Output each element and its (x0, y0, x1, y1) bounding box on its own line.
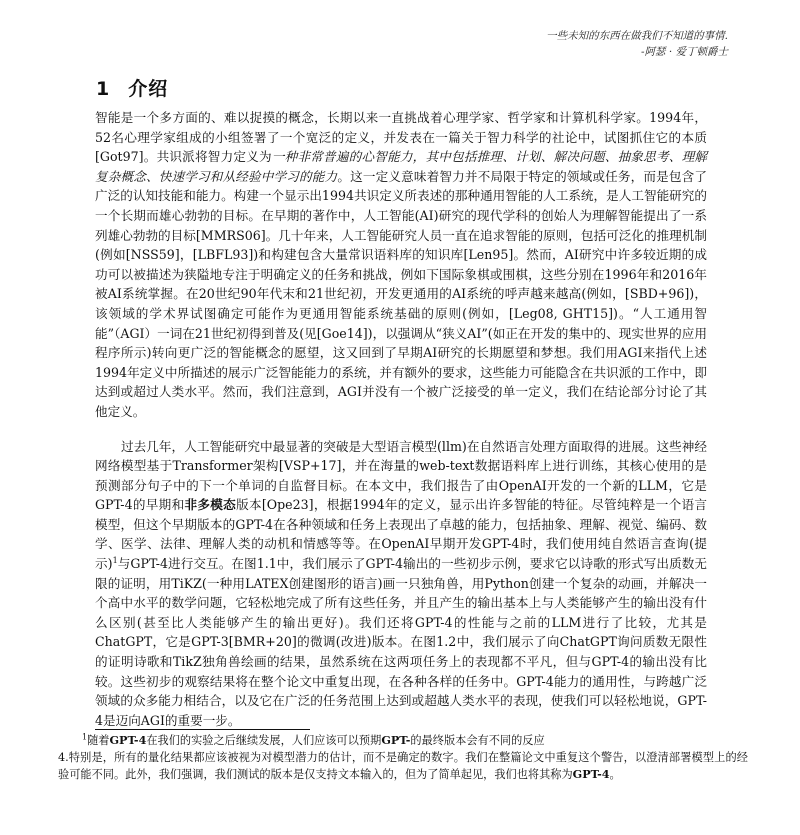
footnote-marker: 1 (82, 732, 88, 742)
intelligence-definition-emphasis: 一种非常普遍的心智能力，其中包括推理、计划、解决问题、抽象思考、理解复杂概念、快速学习和从经验中学习的能力 (95, 149, 708, 184)
footnote-divider (95, 729, 310, 730)
footnote-text: 。 (609, 768, 621, 781)
footnote-line-1 (58, 732, 748, 749)
non-multimodal-bold: 非多模态 (184, 497, 237, 513)
paragraph-1-text: 智能是一个多方面的、难以捉摸的概念，长期以来一直挑战着心理学家、哲学家和计算机科学家。1994年，52名心理学家组成的小组签署了一个宽泛的定义，并发表在一篇关于智力科学的社论中，试图抓住它的本质[Got97]。共识派将智力定义为 (95, 110, 707, 165)
section-title: 介绍 (128, 78, 169, 100)
footnote-gpt-bold: GPT- (381, 733, 411, 747)
footnote-line-2 (58, 749, 748, 783)
paragraph-2 (95, 437, 707, 731)
epigraph (368, 28, 728, 60)
paragraph-2-text: 过去几年，人工智能研究中最显著的突破是大型语言模型(llm)在自然语言处理方面取得的进展。这些神经网络模型基于Transformer架构[VSP+17]，并在海量的web-text数据语料库上进行训练，其核心使用的是预测部分句子中的下一个单词的自监督目标。在本文中，我们报告了由OpenAI开发的一个新的LLM，它是GPT-4的早期和 (95, 438, 707, 513)
section-heading (96, 74, 168, 101)
footnote-text: 的最终版本会有不同的反应 (410, 734, 545, 747)
footnote-text: 随着 (87, 734, 110, 747)
footnote-text: 在我们的实验之后继续发展，人们应该可以预期 (146, 734, 382, 747)
footnote-reference[interactable]: 1 (112, 555, 118, 565)
footnote-gpt4-bold: GPT-4 (572, 767, 610, 781)
footnote-gpt4-bold: GPT-4 (109, 733, 147, 747)
epigraph-quote: 一些未知的东西在做我们不知道的事情. (546, 30, 728, 42)
paragraph-2-text-end: 与GPT-4进行交互。在图1.1中，我们展示了GPT-4输出的一些初步示例，要求它以诗歌的形式写出质数无限的证明，用TiKZ(一种用LATEX创建图形的语言)画一只独角兽，用Python创建一个复杂的动画，并解决一个高中水平的数学问题，它轻松地完成了所有这些任务，并且产生的输出基本上与人类能够产生的输出没有什么区别(甚至比人类能够产生的输出更好)。我们还将GPT-4的性能与之前的LLM进行了比较，尤其是ChatGPT，它是GPT-3[BMR+20]的微调(改进)版本。在图1.2中，我们展示了向ChatGPT询问质数无限性的证明诗歌和TikZ独角兽绘画的结果，虽然系统在这两项任务上的表现都不平凡，但与GPT-4的输出没有比较。这些初步的观察结果将在整个论文中重复出现，在各种各样的任务中。GPT-4能力的通用性，与跨越广泛领域的众多能力相结合，以及它在广泛的任务范围上达到或超越人类水平的表现，使我们可以轻松地说，GPT-4是迈向AGI的重要一步。 (95, 556, 707, 728)
footnote-text: 4.特别是，所有的量化结果都应该被视为对模型潜力的估计，而不是确定的数字。我们在整篇论文中重复这个警告，以澄清部署模型上的经验可能不同。此外，我们强调，我们测试的版本是仅支持文本输入的，但为了简单起见，我们也将其称为 (58, 751, 748, 781)
body-text (95, 108, 707, 730)
epigraph-attribution: -阿瑟 · 爱丁顿爵士 (640, 46, 728, 58)
section-number: 1 (96, 78, 111, 100)
paragraph-1 (95, 108, 707, 422)
footnote (58, 732, 748, 783)
paragraph-1-text-continued: 。这一定义意味着智力并不局限于特定的领域或任务，而是包含了广泛的认知技能和能力。构建一个显示出1994共识定义所表述的那种通用智能的人工系统，是人工智能研究的一个长期而雄心勃勃的目标。在早期的著作中，人工智能(AI)研究的现代学科的创始人为理解智能提出了一系列雄心勃勃的目标[MMRS06]。几十年来，人工智能研究人员一直在追求智能的原则，包括可泛化的推理机制(例如[NSS59]，[LBFL93])和构建包含大量常识语料库的知识库[Len95]。然而，AI研究中许多较近期的成功可以被描述为狭隘地专注于明确定义的任务和挑战，例如下国际象棋或围棋，这些分别在1996年和2016年被AI系统掌握。在20世纪90年代末和21世纪初，开发更通用的AI系统的呼声越来越高(例如，[SBD+96])，该领域的学术界试图确定可能作为更通用智能系统基础的原则(例如，[Leg08, GHT15])。“人工通用智能”（AGI）一词在21世纪初得到普及(见[Goe14])，以强调从“狭义AI”(如正在开发的集中的、现实世界的应用程序所示)转向更广泛的智能概念的愿望，这又回到了早期AI研究的长期愿望和梦想。我们用AGI来指代上述1994年定义中所描述的展示广泛智能能力的系统，并有额外的要求，这些能力可能隐含在共识派的工作中，即达到或超过人类水平。然而，我们注意到，AGI并没有一个被广泛接受的单一定义，我们在结论部分讨论了其他定义。 (95, 168, 708, 419)
paragraph-2-text-continued: 版本[Ope23]，根据1994年的定义，显示出许多智能的特征。尽管纯粹是一个语言模型，但这个早期版本的GPT-4在各种领域和任务上表现出了卓越的能力，包括抽象、理解、视觉、编码、数学、医学、法律、理解人类的动机和情感等等。在OpenAI早期开发GPT-4时，我们使用纯自然语言查询(提示) (95, 497, 708, 572)
